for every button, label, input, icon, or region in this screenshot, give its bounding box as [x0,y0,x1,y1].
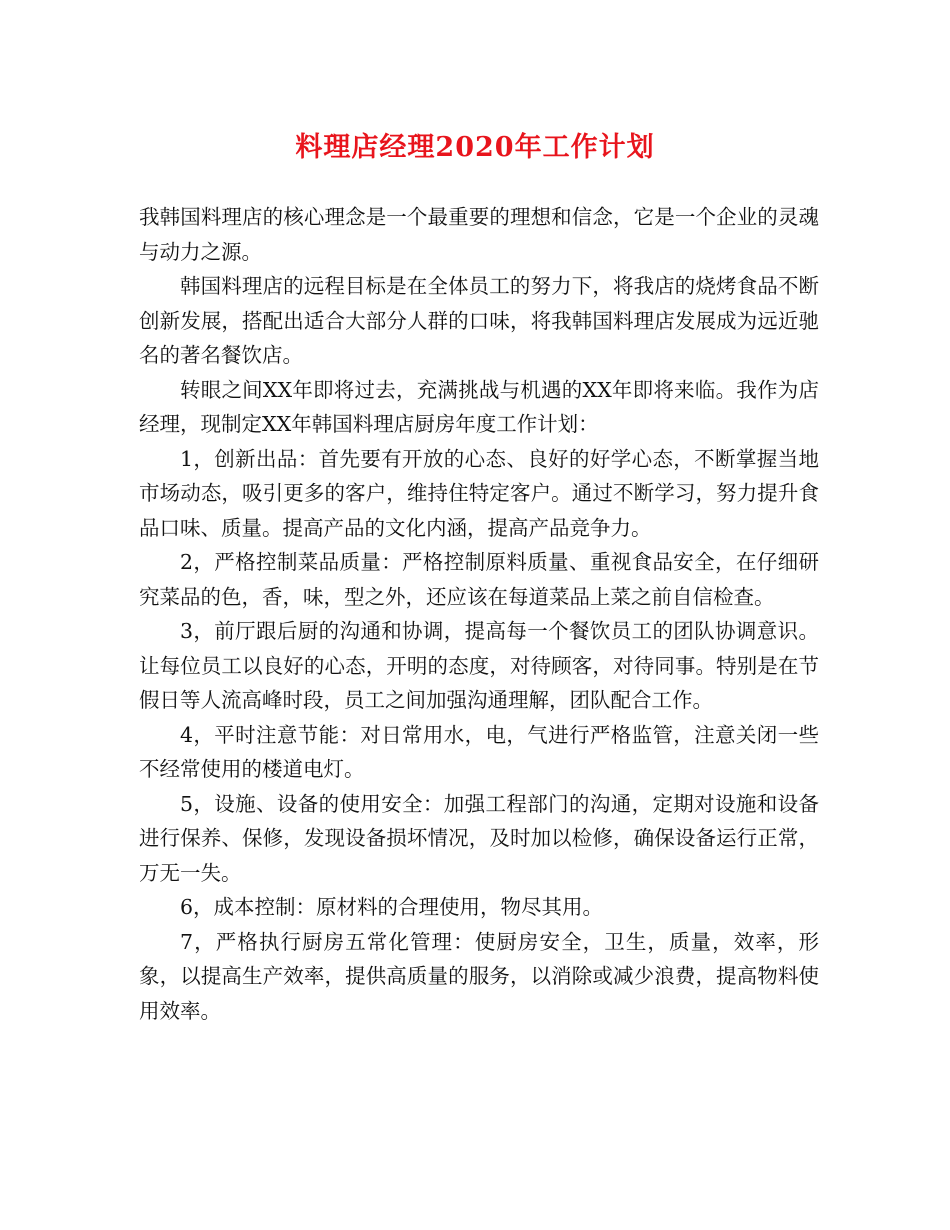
paragraph-long-term-goal: 韩国料理店的远程目标是在全体员工的努力下，将我店的烧烤食品不断创新发展，搭配出适合大部分人群的口味，将我韩国料理店发展成为远近驰名的著名餐饮店。 [139,274,819,367]
document-title: 料理店经理2020年工作计划 [295,132,655,163]
paragraph-item-6: 6，成本控制：原材料的合理使用，物尽其用。 [180,895,604,919]
document-body [139,200,819,1028]
paragraph-item-7: 7，严格执行厨房五常化管理：使厨房安全，卫生，质量，效率，形象，以提高生产效率，提供高质量的服务，以消除或减少浪费，提高物料使用效率。 [139,929,819,1023]
paragraph-core-concept: 我韩国料理店的核心理念是一个最重要的理想和信念，它是一个企业的灵魂与动力之源。 [139,205,819,264]
paragraph-item-4: 4，平时注意节能：对日常用水，电，气进行严格监管，注意关闭一些不经常使用的楼道电灯。 [139,722,819,781]
paragraph-item-1: 1，创新出品：首先要有开放的心态、良好的好学心态，不断掌握当地市场动态，吸引更多的客户，维持住特定客户。通过不断学习，努力提升食品口味、质量。提高产品的文化内涵，提高产品竞争力。 [139,446,819,540]
paragraph-item-2: 2，严格控制菜品质量：严格控制原料质量、重视食品安全，在仔细研究菜品的色，香，味，型之外，还应该在每道菜品上菜之前自信检查。 [139,550,819,609]
paragraph-item-3: 3，前厅跟后厨的沟通和协调，提高每一个餐饮员工的团队协调意识。让每位员工以良好的心态，开明的态度，对待顾客，对待同事。特别是在节假日等人流高峰时段，员工之间加强沟通理解，团队配合工作。 [139,619,819,712]
paragraph-item-5: 5，设施、设备的使用安全：加强工程部门的沟通，定期对设施和设备进行保养、保修，发现设备损坏情况，及时加以检修，确保设备运行正常，万无一失。 [139,791,819,885]
paragraph-introduction: 转眼之间XX年即将过去，充满挑战与机遇的XX年即将来临。我作为店经理，现制定XX年韩国料理店厨房年度工作计划： [139,377,819,436]
